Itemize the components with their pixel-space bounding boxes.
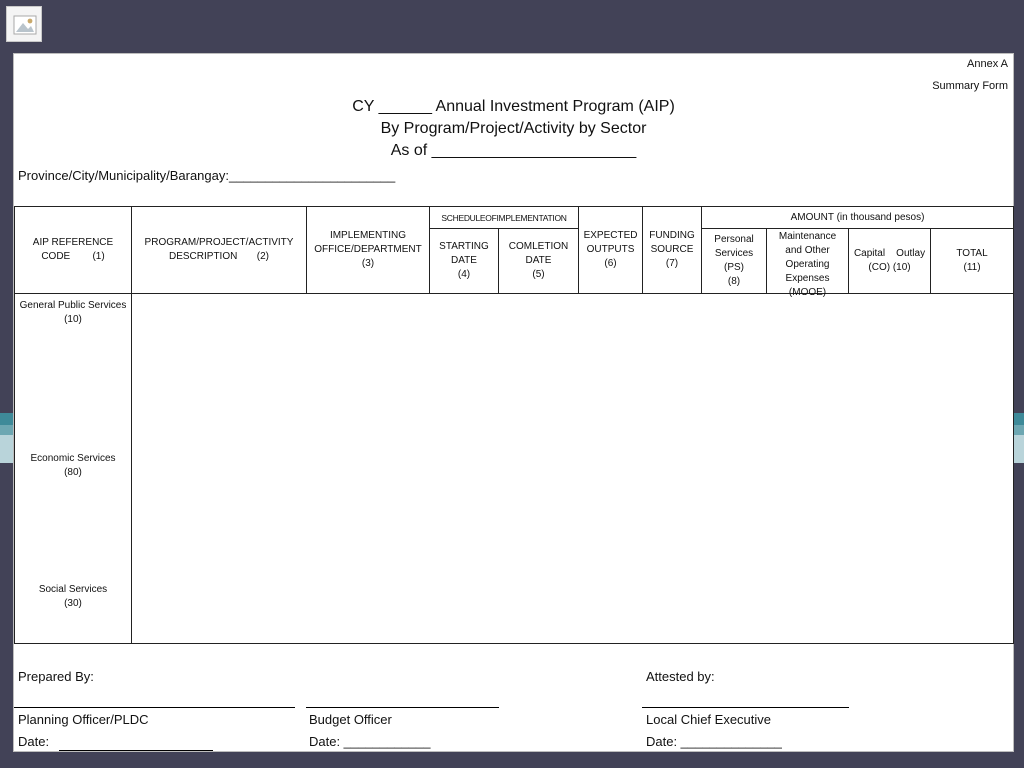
chief-executive-date: Date: ______________	[646, 734, 782, 749]
header-expected-outputs: EXPECTED OUTPUTS (6)	[579, 207, 643, 294]
header-aip-reference: AIP REFERENCE CODE (1)	[15, 207, 132, 294]
header-schedule-of-implementation: SCHEDULEOFIMPLEMENTATION	[430, 207, 579, 229]
header-funding-source: FUNDING SOURCE (7)	[643, 207, 702, 294]
aip-table	[14, 206, 1014, 644]
title-line-2: By Program/Project/Activity by Sector	[380, 120, 647, 137]
header-completion-date: COMLETION DATE (5)	[499, 229, 579, 294]
sector-column	[15, 294, 132, 644]
header-starting-date: STARTING DATE (4)	[430, 229, 499, 294]
budget-officer-date: Date: ____________	[309, 734, 431, 749]
prepared-by-label: Prepared By:	[18, 669, 94, 684]
planning-officer-date: Date:	[18, 734, 50, 749]
title-line-1: CY ______ Annual Investment Program (AIP)	[352, 98, 675, 115]
header-total: TOTAL (11)	[931, 229, 1014, 294]
header-mooe: Maintenance and Other Operating Expenses (MOOE)	[767, 229, 849, 294]
header-personal-services: Personal Services (PS) (8)	[702, 229, 767, 294]
header-implementing-office: IMPLEMENTING OFFICE/DEPARTMENT (3)	[307, 207, 430, 294]
picture-placeholder-icon	[6, 6, 42, 42]
province-label: Province/City/Municipality/Barangay:_______________________	[18, 168, 396, 183]
header-ppa-description: PROGRAM/PROJECT/ACTIVITY DESCRIPTION (2)	[132, 207, 307, 294]
header-amount: AMOUNT (in thousand pesos)	[702, 207, 1014, 229]
sector-economic-services: Economic Services (80)	[30, 453, 116, 478]
header-capital-outlay: Capital Outlay (CO) (10)	[849, 229, 931, 294]
planning-officer-label: Planning Officer/PLDC	[18, 712, 149, 727]
planning-officer-signature-line	[14, 707, 295, 708]
aip-summary-form	[13, 53, 1014, 752]
title-line-3: As of _______________________	[390, 142, 637, 159]
entries-area	[132, 294, 1014, 644]
local-chief-executive-label: Local Chief Executive	[646, 712, 772, 727]
form-name: Summary Form	[932, 80, 1008, 92]
budget-officer-label: Budget Officer	[309, 712, 392, 727]
sector-social-services: Social Services (30)	[38, 584, 108, 609]
sector-general-public-services: General Public Services (10)	[19, 300, 127, 325]
budget-officer-signature-line	[306, 707, 499, 708]
attested-by-label: Attested by:	[646, 669, 715, 684]
chief-executive-signature-line	[642, 707, 849, 708]
planning-officer-date-line	[59, 750, 213, 751]
annex-label: Annex A	[967, 58, 1008, 70]
